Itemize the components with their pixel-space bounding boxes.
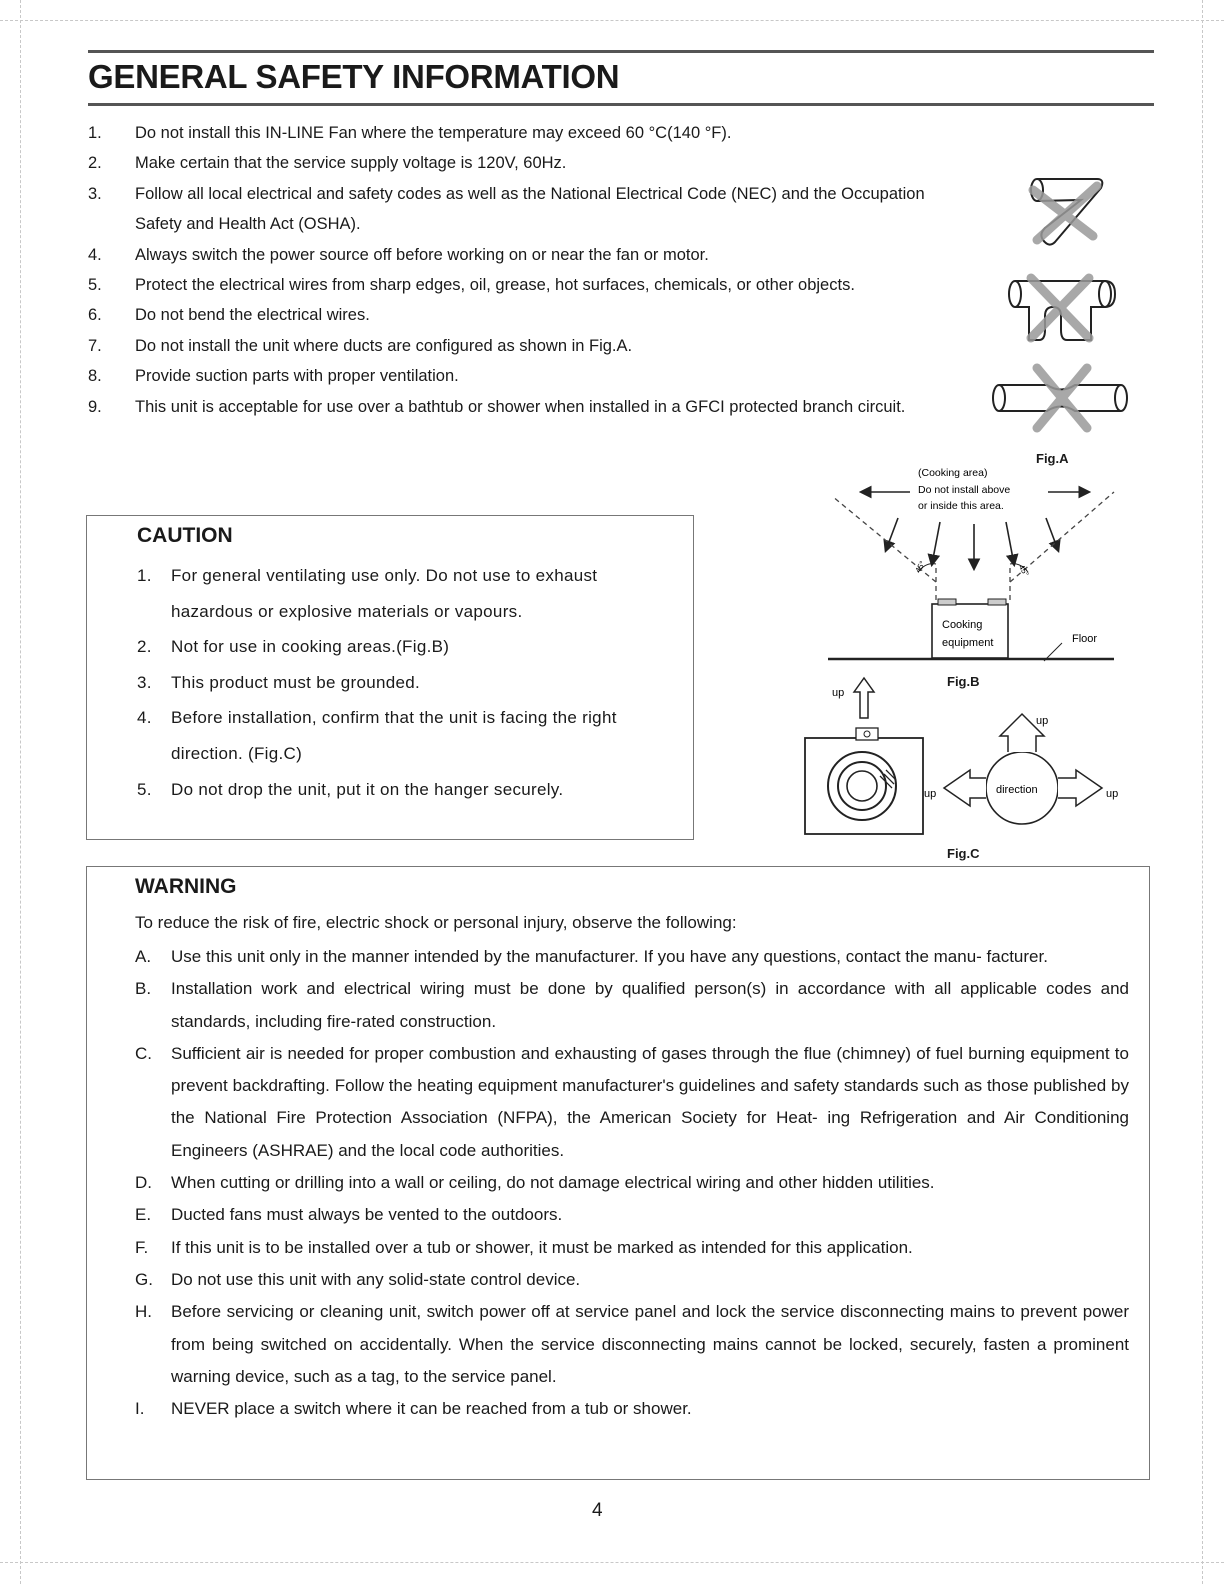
safety-list: [88, 118, 988, 422]
item-number: 1.: [137, 566, 152, 585]
item-text: Before servicing or cleaning unit, switch power off at service panel and lock the service disconnecting mains to prevent power from being switched on accidentally. When the service disconnecting mains cannot be locked, securely, fasten a prominent warning device, such as a tag, to the service panel.: [171, 1302, 1129, 1386]
list-item: [88, 392, 988, 422]
warning-heading: WARNING: [135, 875, 237, 898]
up-label: up: [832, 687, 845, 699]
item-text: Ducted fans must always be vented to the outdoors.: [171, 1205, 563, 1225]
page-number: 4: [592, 1500, 603, 1521]
item-text: NEVER place a switch where it can be reached from a tub or shower.: [171, 1399, 692, 1419]
title-rule-bottom: [88, 103, 1154, 106]
list-item: [137, 629, 693, 665]
item-text: If this unit is to be installed over a tub or shower, it must be marked as intended for this application.: [171, 1237, 913, 1257]
list-item: [135, 1296, 1129, 1393]
item-text: Provide suction parts with proper ventilation.: [135, 367, 459, 386]
fig-b-cooking-area-diagram: [822, 460, 1122, 670]
item-text: Sufficient air is needed for proper combustion and exhausting of gases through the flue (chimney) of fuel burning equipment to prevent backdrafting. Follow the heating equipment manufacturer's guidelines and safety standards such as those published by the National Fire Protection Association (NFPA), the American Society for Heat- ing Refrigeration and Air Conditioning Engineers (ASHRAE) and the local code authorities.: [171, 1043, 1129, 1160]
crop-mark-bottom: [0, 1562, 1224, 1563]
item-letter: D.: [135, 1173, 152, 1193]
item-text: Use this unit only in the manner intended by the manufacturer. If you have any questions, contact the manu- facturer.: [171, 947, 1048, 966]
fig-c-label: Fig.C: [947, 846, 980, 861]
item-text: Do not install this IN-LINE Fan where the temperature may exceed 60 °C(140 °F).: [135, 124, 732, 142]
caution-list: [137, 558, 693, 807]
equipment-text-1: Cooking: [942, 619, 983, 631]
item-text: When cutting or drilling into a wall or ceiling, do not damage electrical wiring and other hidden utilities.: [171, 1173, 935, 1193]
fig-c-orientation-diagram: [800, 670, 1130, 842]
item-text: Do not drop the unit, put it on the hanger securely.: [171, 779, 564, 799]
list-item: [135, 973, 1129, 1038]
item-text: This unit is acceptable for use over a bathtub or shower when installed in a GFCI protected branch circuit.: [135, 397, 906, 416]
item-text: This product must be grounded.: [171, 672, 421, 692]
unit-tab: [856, 728, 878, 740]
item-letter: G.: [135, 1269, 153, 1289]
warning-intro: To reduce the risk of fire, electric shock or personal injury, observe the following:: [135, 913, 737, 932]
item-letter: I.: [135, 1399, 145, 1419]
list-item: [88, 270, 988, 300]
list-item: [88, 300, 988, 330]
item-text: Do not install the unit where ducts are configured as shown in Fig.A.: [135, 336, 633, 355]
up-label: up: [1106, 788, 1119, 800]
fig-b-label: Fig.B: [947, 674, 980, 689]
list-item: [135, 1232, 1129, 1264]
item-text: Installation work and electrical wiring must be done by qualified person(s) in accordance with all applicable codes and standards, including fire-rated construction.: [171, 979, 1129, 1031]
item-text: Always switch the power source off before working on or near the fan or motor.: [135, 245, 709, 264]
list-item: [88, 331, 988, 361]
up-arrow-icon: [854, 678, 874, 718]
item-text: Protect the electrical wires from sharp edges, oil, grease, hot surfaces, chemicals, or other objects.: [135, 276, 855, 295]
caution-box: [86, 515, 694, 840]
item-number: 7.: [88, 336, 102, 355]
item-number: 1.: [88, 124, 102, 142]
list-item: [88, 148, 988, 178]
cooking-area-text-3: or inside this area.: [918, 500, 1004, 512]
item-number: 5.: [137, 779, 152, 799]
crop-mark-right: [1202, 0, 1203, 1584]
title-rule-top: [88, 50, 1154, 53]
list-item: [88, 179, 988, 240]
item-number: 9.: [88, 397, 102, 416]
warning-box: [86, 866, 1150, 1480]
direction-left-arrow-icon: [944, 770, 986, 806]
list-item: [135, 941, 1129, 973]
crop-mark-top: [0, 20, 1224, 21]
direction-label: direction: [996, 784, 1038, 796]
list-item: [135, 1038, 1129, 1167]
prohibited-cross-icon: [1033, 186, 1097, 240]
item-text: For general ventilating use only. Do not use to exhaust hazardous or explosive materials or vapours.: [171, 566, 598, 621]
list-item: [88, 361, 988, 391]
item-number: 3.: [137, 672, 152, 692]
item-letter: F.: [135, 1237, 149, 1257]
crop-mark-left: [20, 0, 21, 1584]
item-letter: C.: [135, 1043, 152, 1063]
item-letter: B.: [135, 979, 152, 999]
direction-right-arrow-icon: [1058, 770, 1102, 806]
fig-a-label: Fig.A: [1036, 451, 1069, 466]
cooking-area-text-2: Do not install above: [918, 484, 1011, 496]
item-number: 4.: [137, 708, 152, 728]
burner-right: [988, 599, 1006, 605]
item-number: 4.: [88, 245, 102, 264]
up-label: up: [1036, 715, 1049, 727]
item-text: Do not use this unit with any solid-state control device.: [171, 1269, 581, 1289]
list-item: [137, 558, 693, 629]
item-number: 5.: [88, 276, 102, 295]
list-item: [135, 1264, 1129, 1296]
up-label: up: [924, 788, 937, 800]
list-item: [135, 1167, 1129, 1199]
list-item: [88, 240, 988, 270]
cooking-area-text-1: (Cooking area): [918, 467, 988, 479]
equipment-text-2: equipment: [942, 637, 994, 649]
page-title: GENERAL SAFETY INFORMATION: [88, 58, 620, 95]
fig-a-duct-diagram: [985, 170, 1135, 470]
list-item: [137, 772, 693, 808]
warning-list: [135, 941, 1129, 1425]
floor-label: Floor: [1072, 633, 1098, 645]
item-letter: H.: [135, 1302, 152, 1322]
item-text: Make certain that the service supply voltage is 120V, 60Hz.: [135, 154, 567, 173]
list-item: [135, 1393, 1129, 1425]
list-item: [137, 665, 693, 701]
list-item: [88, 118, 988, 148]
item-number: 2.: [137, 637, 152, 657]
item-text: Not for use in cooking areas.(Fig.B): [171, 637, 450, 657]
item-letter: E.: [135, 1205, 152, 1225]
item-number: 3.: [88, 184, 102, 203]
item-text: Do not bend the electrical wires.: [135, 306, 370, 325]
item-number: 2.: [88, 154, 102, 173]
caution-heading: CAUTION: [137, 524, 233, 547]
item-letter: A.: [135, 947, 152, 966]
item-number: 6.: [88, 306, 102, 325]
item-text: Before installation, confirm that the unit is facing the right direction. (Fig.C): [171, 708, 617, 763]
item-number: 8.: [88, 367, 102, 386]
burner-left: [938, 599, 956, 605]
list-item: [137, 700, 693, 771]
cooking-equipment-box: [932, 604, 1008, 658]
angle-left-label: 45°: [913, 559, 928, 575]
list-item: [135, 1199, 1129, 1231]
angle-right-label: 45°: [1016, 563, 1031, 579]
prohibited-cross-icon: [1037, 368, 1087, 428]
item-text: Follow all local electrical and safety codes as well as the National Electrical Code (NEC) and the Occupation Safety and Health Act (OSHA).: [135, 184, 925, 234]
